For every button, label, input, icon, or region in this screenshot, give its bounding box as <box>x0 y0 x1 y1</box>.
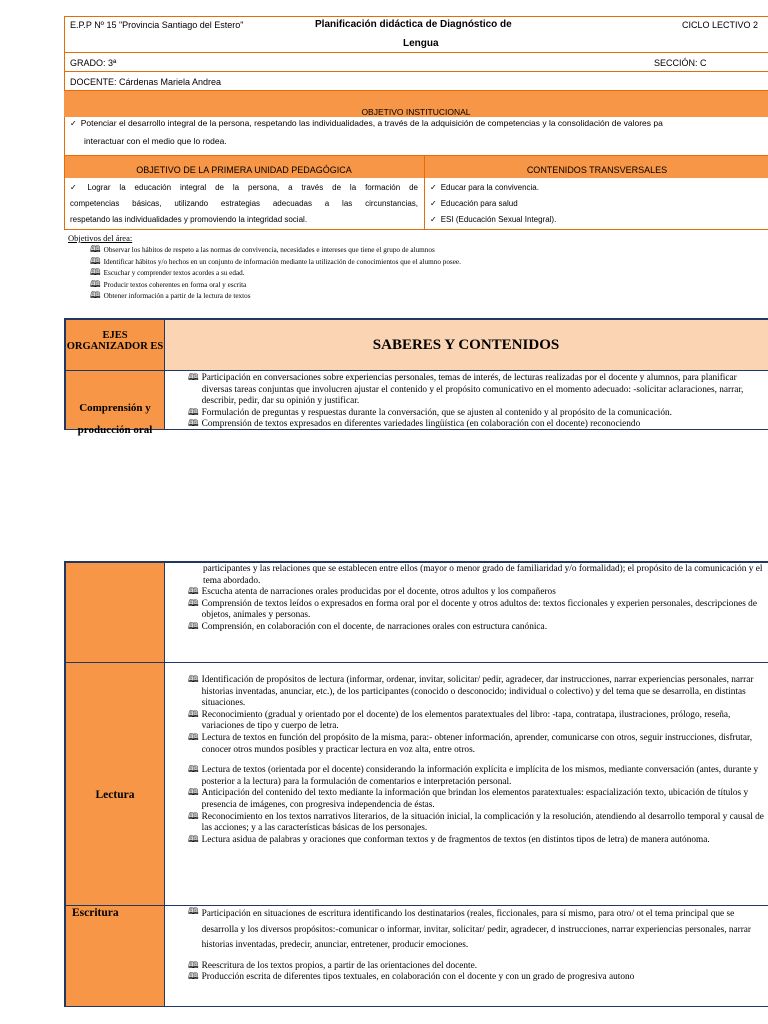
open-book-icon: 🕮 <box>90 268 101 278</box>
open-book-icon: 🕮 <box>188 834 199 845</box>
open-book-icon: 🕮 <box>188 419 199 429</box>
table1-content <box>188 373 768 429</box>
open-book-icon: 🕮 <box>90 245 101 255</box>
content-item: Reconocimiento (gradual y orientado por el docente) de los elementos paratextuales del libro: -tapa, contratapa, ilustraciones, prólogo, reseña, variaciones de tipo y cuerpo de letra. <box>201 709 731 732</box>
objetivo-area-item: Identificar hábitos y/o hechos en un conjunto de información mediante la utilización de conocimientos que el alumno posee. <box>103 257 461 266</box>
row-label-escritura: Escritura <box>72 907 119 919</box>
content-item: Reescritura de los textos propios, a partir de las orientaciones del docente. <box>201 960 478 971</box>
objetivo-unidad-body <box>70 180 418 228</box>
open-book-icon: 🕮 <box>188 373 199 383</box>
objetivos-area-list <box>90 245 461 303</box>
content-item: Escucha atenta de narraciones orales producidas por el docente, otros adultos y los compañeros <box>201 587 556 598</box>
document-subject: Lengua <box>403 38 439 49</box>
open-book-icon: 🕮 <box>188 960 199 971</box>
content-item: Lectura de textos (orientada por el docente) considerando la información explícita e implícita de los mismos, mediante conversación (antes, durante y posterior a la lectura) para la formulación de comentarios e interpretación personal. <box>201 765 759 787</box>
open-book-icon: 🕮 <box>188 732 199 743</box>
objetivos-area-title: Objetivos del área: <box>68 233 133 243</box>
open-book-icon: 🕮 <box>188 621 199 632</box>
content-item: Producción escrita de diferentes tipos textuales, en colaboración con el docente y con un grado de progresiva autono <box>201 972 635 983</box>
content-item: Anticipación del contenido del texto mediante la información que brindan los elementos paratextuales: espacialización texto, ubicación de títulos y presencia de imágenes, con progresiva independencia de éstas. <box>201 788 749 810</box>
content-item: Comprensión, en colaboración con el docente, de narraciones orales con estructura canónica. <box>201 621 548 632</box>
transversal-item: ✓ ESI (Educación Sexual Integral). <box>430 212 556 228</box>
objetivo-area-item: Observar los hábitos de respeto a las normas de convivencia, necesidades e intereses que tiene el grupo de alumnos <box>103 246 435 254</box>
content-item: Comprensión de textos expresados en diferentes variedades lingüística (en colaboración con el docente) reconociendo <box>201 419 641 429</box>
row-label-lectura: Lectura <box>95 789 135 801</box>
transversal-item: ✓ Educar para la convivencia. <box>430 180 556 196</box>
docente: DOCENTE: Cárdenas Mariela Andrea <box>70 77 222 87</box>
open-book-icon: 🕮 <box>188 907 199 917</box>
objetivo-institucional-text: ✓ Potenciar el desarrollo integral de la persona, respetando las individualidades, a través de la adquisición de competencias y la consolidación de valores pa <box>70 118 663 128</box>
open-book-icon: 🕮 <box>188 811 199 822</box>
open-book-icon: 🕮 <box>188 675 199 685</box>
objetivo-unidad-line-3: respetando las individualidades y promoviendo la integridad social. <box>70 215 308 224</box>
open-book-icon: 🕮 <box>90 256 101 267</box>
seccion: SECCIÓN: C <box>654 58 707 68</box>
grado: GRADO: 3ª <box>70 58 117 68</box>
ciclo-lectivo: CICLO LECTIVO 2 <box>682 20 759 30</box>
open-book-icon: 🕮 <box>188 407 199 418</box>
open-book-icon: 🕮 <box>90 279 101 290</box>
transversal-item: ✓ Educación para salud <box>430 196 556 212</box>
content-item: Lectura de textos en función del propósito de la misma, para:- obtener información, aprender, comunicarse con otros, seguir instrucciones, disfrutar, conocer otros mundos posibles y practicar lectura en voz alta, entre otros. <box>201 732 753 755</box>
objetivo-area-item: Escuchar y comprender textos acordes a su edad. <box>103 269 245 277</box>
objetivo-institucional-title: OBJETIVO INSTITUCIONAL <box>361 107 471 117</box>
ejes-column-2 <box>66 562 164 1007</box>
school-name: E.P.P Nº 15 "Provincia Santiago del Estero" <box>70 20 244 30</box>
objetivo-area-item: Producir textos coherentes en forma oral y escrita <box>103 280 247 289</box>
objetivo-unidad-title: OBJETIVO DE LA PRIMERA UNIDAD PEDAGÓGICA <box>136 165 352 175</box>
open-book-icon: 🕮 <box>188 788 199 799</box>
content-item: Formulación de preguntas y respuestas durante la conversación, que se ajusten al contenido y al propósito de la comunicación. <box>201 407 673 418</box>
document-title: Planificación didáctica de Diagnóstico de <box>315 19 512 30</box>
open-book-icon: 🕮 <box>188 709 199 720</box>
content-item: Identificación de propósitos de lectura (informar, ordenar, invitar, solicitar/ pedir, agradecer, dar instrucciones, narrar experiencias personales, narrar historias inventadas, anunciar, etc.), de los participantes (conocido o desconocido; individual o colectivo) y del tema que se desarrolla, en distintas situaciones. <box>201 675 754 709</box>
open-book-icon: 🕮 <box>90 291 101 301</box>
content-item: Comprensión de textos leídos o expresados en forma oral por el docente y otros adultos de: textos ficcionales y experien personales, descripciones de objetos, animales y personas. <box>201 598 757 621</box>
content-item: Lectura asidua de palabras y oraciones que conforman textos y de fragmentos de textos (en distintos tipos de letra) de manera autónoma. <box>201 834 710 845</box>
objetivo-unidad-line-2: competencias básicas, utilizando estrategias adecuadas a las circunstancias, <box>70 199 418 208</box>
open-book-icon: 🕮 <box>188 598 199 609</box>
ejes-header: EJES ORGANIZADOR ES <box>66 330 164 352</box>
objetivo-institucional-text-2: interactuar con el medio que lo rodea. <box>84 136 227 146</box>
objetivo-unidad-line-1: ✓ Lograr la educación integral de la persona, a través de la formación de <box>70 180 418 196</box>
oral-content-cont <box>188 564 768 660</box>
content-item: Participación en conversaciones sobre experiencias personales, temas de interés, de lecturas realizadas por el docente y alumnos, para planificar diversas tareas conjuntas que involucren ajustar el contenido y el propósito comunicativo en el momento adecuado: -solicitar aclaraciones, narrar, describir, pedir, dar su opinión y justificar. <box>201 373 744 407</box>
contenidos-transversales-title: CONTENIDOS TRANSVERSALES <box>526 165 668 175</box>
row-label-comprension: Comprensión y producción oral <box>77 402 153 436</box>
open-book-icon: 🕮 <box>188 587 199 598</box>
content-item: Participación en situaciones de escritura identificando los destinatarios (reales, ficcionales, para sí mismo, para otro/ ot el tema principal que se desarrolla y los diversos propósitos:-comunicar o informar, invitar, solicitar/ pedir, agradecer, d instrucciones, narrar experiencias personales, narrar historias inventadas, predecir, anunciar, entretener, producir emociones. <box>201 909 752 950</box>
saberes-header: SABERES Y CONTENIDOS <box>372 337 560 353</box>
transversales-list <box>430 180 556 228</box>
content-item: Reconocimiento en los textos narrativos literarios, de la situación inicial, la complicación y la resolución, atendiendo al desarrollo temporal y causal de las acciones; y a las características básicas de los personajes. <box>201 811 764 834</box>
open-book-icon: 🕮 <box>188 765 199 776</box>
content-item: participantes y las relaciones que se establecen entre ellos (mayor o menor grado de familiaridad y/o formalidad); el propósito de la comunicación y el tema abordado. <box>203 564 763 586</box>
open-book-icon: 🕮 <box>188 972 199 983</box>
objetivo-area-item: Obtener información a partir de la lectura de textos <box>103 292 251 300</box>
escritura-content <box>188 907 768 1005</box>
lectura-content <box>188 675 768 903</box>
